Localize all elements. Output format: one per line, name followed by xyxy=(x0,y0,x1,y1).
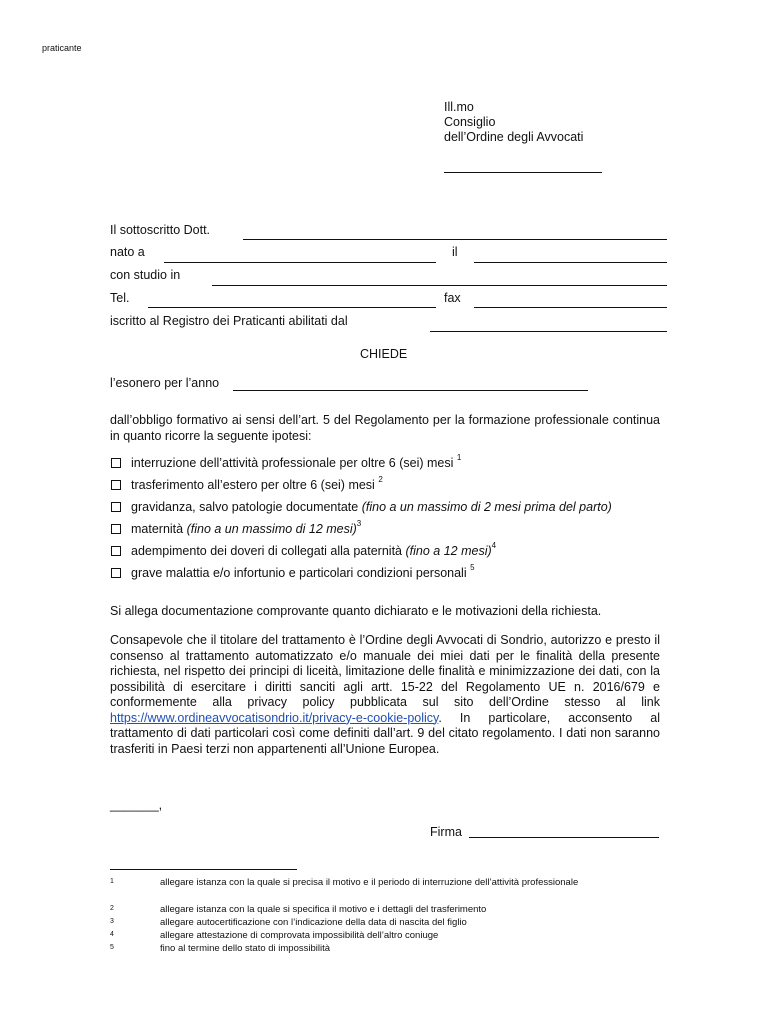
obbligo-paragraph: dall’obbligo formativo ai sensi dell’art. 5 del Regolamento per la formazione professionale continua in quanto ricorre la seguente ipotesi: xyxy=(110,413,660,443)
label-il: il xyxy=(452,245,458,259)
addressee-line1: Ill.mo xyxy=(444,100,474,114)
label-studio: con studio in xyxy=(110,268,181,282)
footnote-3: 3 allegare autocertificazione con l’indicazione della data di nascita del figlio xyxy=(110,917,467,928)
option-4[interactable]: maternità (fino a un massimo di 12 mesi)$^3$ xyxy=(111,522,361,536)
checkbox-icon[interactable] xyxy=(111,480,121,490)
field-tel-line[interactable] xyxy=(148,307,436,308)
field-name-line[interactable] xyxy=(243,239,667,240)
checkbox-icon[interactable] xyxy=(111,546,121,556)
option-5[interactable]: adempimento dei doveri di collegati alla paternità (fino a 12 mesi)$^4$ xyxy=(111,544,496,558)
chiede-heading: CHIEDE xyxy=(360,347,408,361)
date-line: _______, xyxy=(110,798,163,812)
addressee-line2: Consiglio xyxy=(444,115,496,129)
field-birthplace-line[interactable] xyxy=(164,262,436,263)
addressee-city-line[interactable] xyxy=(444,172,602,173)
checkbox-icon[interactable] xyxy=(111,524,121,534)
field-birthdate-line[interactable] xyxy=(474,262,667,263)
signature-line[interactable] xyxy=(469,837,659,838)
option-2[interactable]: trasferimento all’estero per oltre 6 (sei) mesi $^2$ xyxy=(111,478,383,492)
label-esonero: l’esonero per l’anno xyxy=(110,376,220,390)
checkbox-icon[interactable] xyxy=(111,458,121,468)
privacy-policy-link[interactable]: https://www.ordineavvocatisondrio.it/privacy-e-cookie-policy xyxy=(110,710,439,725)
label-tel: Tel. xyxy=(110,291,130,305)
privacy-paragraph: Consapevole che il titolare del trattamento è l’Ordine degli Avvocati di Sondrio, autorizzo e presto il consenso al trattamento automatizzato e/o manuale dei miei dati per le finalità della presente richiesta, nel rispetto dei principi di liceità, limitazione delle finalità e minimizzazione dei dati, con la possibilità di esercitare i diritti sanciti agli artt. 15-22 del Regolamento UE n. 2016/679 e conformemente alla privacy policy pubblicata sul sito dell’Ordine stesso al link https://www.ordineavvocatisondrio.it/privacy-e-cookie-policy. In particolare, acconsento al trattamento di dati particolari così come definiti dall’art. 9 del citato regolamento. I dati non saranno trasferiti in Paesi terzi non appartenenti all’Unione Europea. xyxy=(110,633,660,756)
field-studio-line[interactable] xyxy=(212,285,667,286)
allega-text: Si allega documentazione comprovante quanto dichiarato e le motivazioni della richiesta. xyxy=(110,604,602,618)
label-fax: fax xyxy=(444,291,461,305)
header-tag: praticante xyxy=(42,43,82,53)
footnote-separator xyxy=(110,869,297,870)
option-6[interactable]: grave malattia e/o infortunio e particolari condizioni personali $^5$ xyxy=(111,566,475,580)
footnote-5: 5 fino al termine dello stato di impossibilità xyxy=(110,943,331,954)
option-3[interactable]: gravidanza, salvo patologie documentate (fino a un massimo di 2 mesi prima del parto) xyxy=(111,500,612,514)
checkbox-icon[interactable] xyxy=(111,502,121,512)
footnote-4: 4 allegare attestazione di comprovata impossibilità dell’altro coniuge xyxy=(110,930,439,941)
field-year-line[interactable] xyxy=(233,390,588,391)
label-firma: Firma xyxy=(430,825,462,839)
option-1[interactable]: interruzione dell’attività professionale per oltre 6 (sei) mesi $^1$ xyxy=(111,456,461,470)
label-sottoscritto: Il sottoscritto Dott. xyxy=(110,223,211,237)
footnote-1: 1 allegare istanza con la quale si precisa il motivo e il periodo di interruzione dell’attività professionale xyxy=(110,877,579,888)
field-fax-line[interactable] xyxy=(474,307,667,308)
addressee-line3: dell’Ordine degli Avvocati xyxy=(444,130,584,144)
label-nato-a: nato a xyxy=(110,245,145,259)
label-iscritto: iscritto al Registro dei Praticanti abilitati dal xyxy=(110,314,348,328)
checkbox-icon[interactable] xyxy=(111,568,121,578)
footnote-2: 2 allegare istanza con la quale si specifica il motivo e i dettagli del trasferimento xyxy=(110,904,487,915)
field-iscritto-line[interactable] xyxy=(430,331,667,332)
